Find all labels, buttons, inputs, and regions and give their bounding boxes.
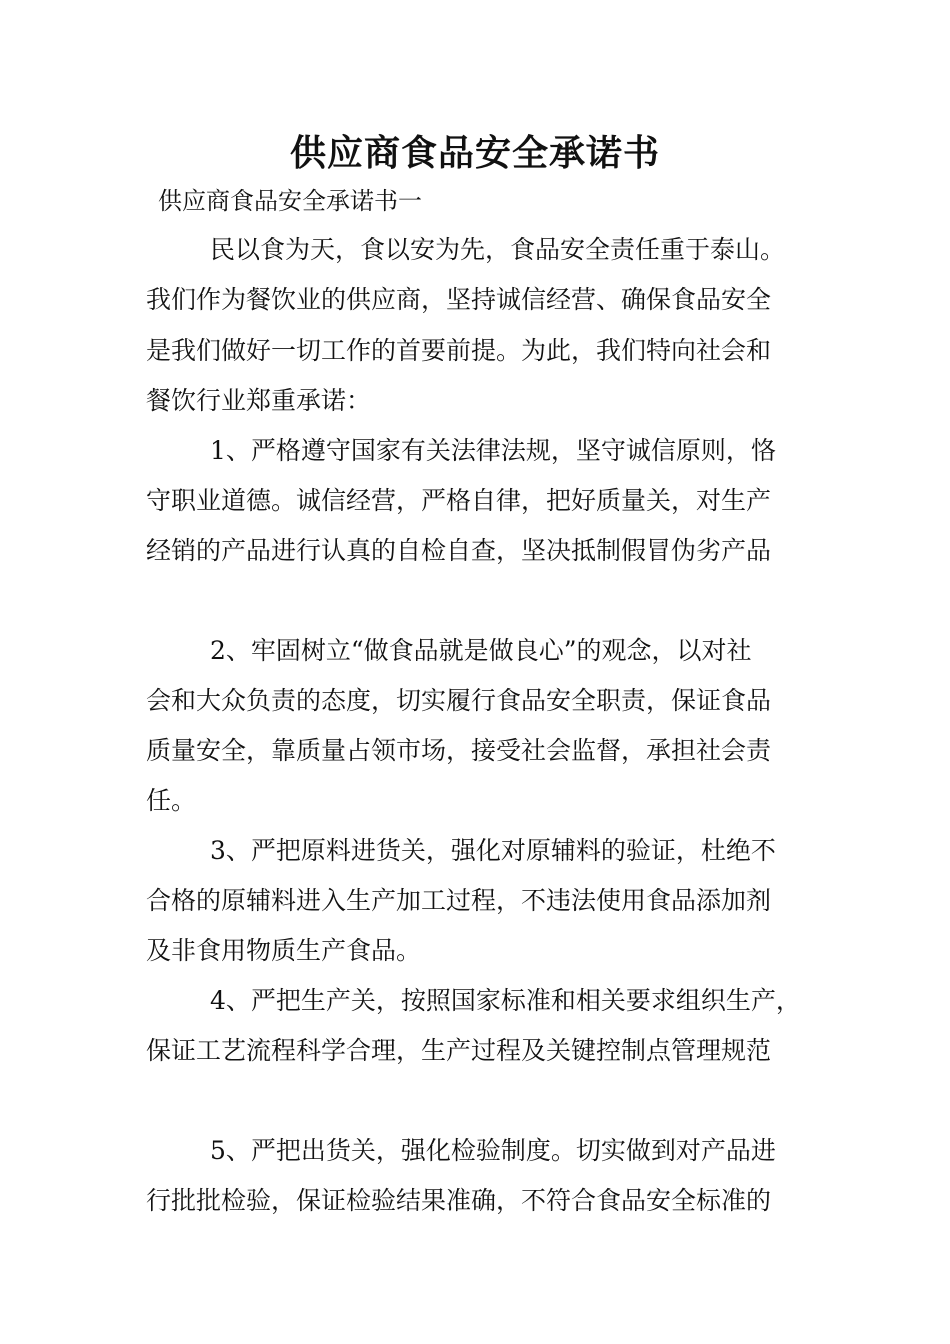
document-title: 供应商食品安全承诺书 bbox=[289, 132, 660, 174]
paragraph-line: 合格的原辅料进入生产加工过程，不违法使用食品添加剂 bbox=[146, 886, 772, 915]
paragraph-line: 1、严格遵守国家有关法律法规，坚守诚信原则，恪 bbox=[210, 436, 776, 465]
paragraph-line: 质量安全，靠质量占领市场，接受社会监督，承担社会责 bbox=[146, 736, 772, 765]
paragraph-line: 保证工艺流程科学合理，生产过程及关键控制点管理规范 bbox=[146, 1036, 772, 1065]
paragraph-line: 5、严把出货关，强化检验制度。切实做到对产品进 bbox=[210, 1136, 776, 1165]
paragraph-line: 会和大众负责的态度，切实履行食品安全职责，保证食品 bbox=[146, 686, 772, 715]
paragraph-line: 是我们做好一切工作的首要前提。为此，我们特向社会和 bbox=[146, 336, 772, 365]
paragraph-line: 行批批检验，保证检验结果准确，不符合食品安全标准的 bbox=[146, 1186, 772, 1215]
paragraph-line: 民以食为天，食以安为先，食品安全责任重于泰山。 bbox=[210, 235, 786, 264]
paragraph-line: 我们作为餐饮业的供应商，坚持诚信经营、确保食品安全 bbox=[146, 285, 772, 314]
paragraph-line: 守职业道德。诚信经营，严格自律，把好质量关，对生产 bbox=[146, 486, 772, 515]
paragraph-line: 经销的产品进行认真的自检自查，坚决抵制假冒伪劣产品 bbox=[146, 536, 772, 565]
paragraph-line: 任。 bbox=[146, 786, 197, 815]
paragraph-line: 及非食用物质生产食品。 bbox=[146, 936, 422, 965]
paragraph-line: 3、严把原料进货关，强化对原辅料的验证，杜绝不 bbox=[210, 836, 776, 865]
document-subtitle: 供应商食品安全承诺书一 bbox=[158, 187, 422, 215]
paragraph-line: 餐饮行业郑重承诺： bbox=[146, 386, 372, 415]
paragraph-line: 4、严把生产关，按照国家标准和相关要求组织生产， bbox=[210, 986, 801, 1015]
paragraph-line: 2、牢固树立“做食品就是做良心”的观念，以对社 bbox=[210, 636, 752, 665]
